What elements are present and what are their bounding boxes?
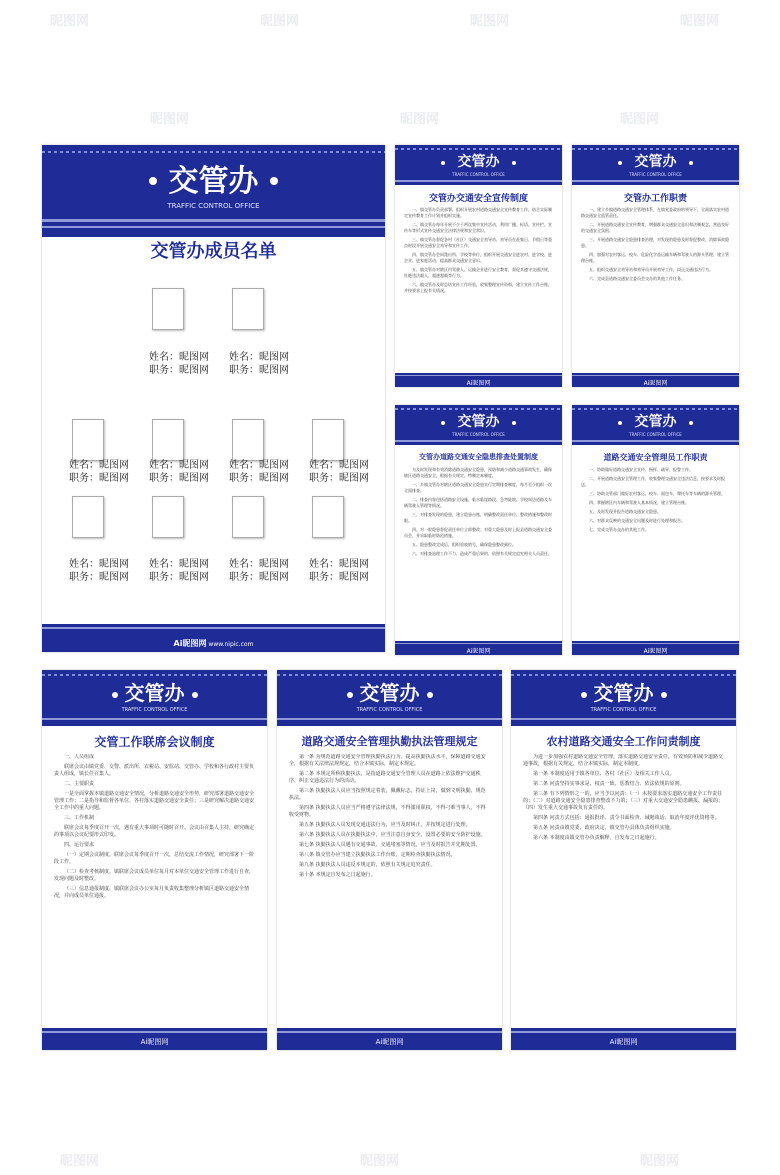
watermark: 昵图网 <box>400 112 440 127</box>
board-footer <box>511 1028 736 1050</box>
paragraph: 一、人员组成 <box>64 754 95 760</box>
member-label <box>69 558 129 584</box>
member-photo <box>232 496 264 538</box>
paragraph: 四、加强对农村客运、校车、危险化学品运输车辆和驾驶人的源头管理，建立管理台账。 <box>581 252 729 263</box>
board-body <box>581 207 730 365</box>
paragraph: 四、镇交管办会同派出所、学校等单位，组织开展交通安全进农村、进学校、进企业、进家庭活动，提高群众交通安全意识。 <box>404 252 552 263</box>
footer-logo <box>42 638 385 649</box>
member-name: 姓名：昵图网 <box>229 460 289 471</box>
watermark: 昵图网 <box>260 14 300 29</box>
member-label <box>149 351 209 377</box>
paragraph: 一、乡镇交管办对辖区道路交通安全隐患实行定期排查制度，每月至少组织一次全面排查。 <box>404 482 552 493</box>
bullet-dot <box>270 177 278 185</box>
board-header <box>572 405 739 445</box>
board-body <box>404 467 553 633</box>
meeting-board <box>42 670 267 1050</box>
member-name: 姓名：昵图网 <box>69 460 129 471</box>
paragraph: 第六条 本制度由镇交管办负责解释，自发布之日起施行。 <box>533 835 660 841</box>
board-heading: 道路交通安全管理员工作职责 <box>603 453 708 462</box>
watermark: 昵图网 <box>50 14 90 29</box>
member-photo <box>72 419 104 461</box>
member-name: 姓名：昵图网 <box>229 559 289 570</box>
board-footer <box>395 373 562 387</box>
watermark: 昵图网 <box>150 112 190 127</box>
office-title: 交管办 <box>593 681 654 705</box>
paragraph: 三、工作机制 <box>64 815 95 821</box>
member-duty: 职务：昵图网 <box>149 365 209 376</box>
member-name: 姓名：昵图网 <box>229 352 289 363</box>
office-subtitle: TRAFFIC CONTROL OFFICE <box>590 707 657 713</box>
paragraph: 第五条 问责由镇党委、政府决定，镇交管办具体负责组织实施。 <box>533 825 675 831</box>
paragraph: 四、对一般隐患督促责任单位立即整改；对重大隐患及时上报县道路交通安全委员会，并采取临时防范措施。 <box>404 527 552 538</box>
board-heading: 交管工作联席会议制度 <box>94 735 215 749</box>
member-label <box>309 558 369 584</box>
board-heading: 交管办交通安全宣传制度 <box>428 194 528 204</box>
member-photo <box>72 496 104 538</box>
paragraph: 三、对排查发现的隐患，建立隐患台账，明确整改责任单位、整改措施和整改时限。 <box>404 512 552 523</box>
paragraph: 联席会议每季度召开一次，遇有重大事项时可随时召开。会议由召集人主持，研究确定的事项以会议纪要形式印发。 <box>54 825 255 838</box>
board-body <box>404 207 553 365</box>
board-footer <box>572 641 739 655</box>
board-heading: 道路交通安全管理执勤执法管理规定 <box>301 735 478 748</box>
office-subtitle: TRAFFIC CONTROL OFFICE <box>452 432 505 437</box>
member-photo <box>152 496 184 538</box>
member-duty: 职务：昵图网 <box>309 572 369 583</box>
paragraph: 六、对群众反映的交通安全问题及时进行处理和报告。 <box>589 518 685 523</box>
paragraph: 五、组织交通安全劝导站和劝导员开展劝导工作，纠正交通违法行为。 <box>589 267 713 272</box>
member-name: 姓名：昵图网 <box>69 559 129 570</box>
paragraph: 五、隐患整改完成后，组织验收销号，确保隐患整改到位。 <box>412 542 516 547</box>
board-heading: 交管办工作职责 <box>623 194 687 204</box>
paragraph: 第五条 执勤执法人员发现交通违法行为，应当及时纠正，并按规定进行处理。 <box>299 822 471 828</box>
paragraph: 一、镇交管办负责部署、组织开展农村道路交通安全宣传教育工作，结合实际制定宣传教育工作计划并组织实施。 <box>404 207 552 218</box>
paragraph: 第六条 执勤执法人员在执勤执法中，应当注意自身安全，设置必要的安全防护设施。 <box>299 832 486 838</box>
member-label <box>229 459 289 485</box>
board-body <box>523 754 724 1016</box>
footer-logo-text: Ai昵图网 <box>173 639 207 648</box>
member-duty: 职务：昵图网 <box>229 365 289 376</box>
footer-site: www.nipic.com <box>208 641 254 648</box>
member-duty: 职务：昵图网 <box>149 473 209 484</box>
board-header <box>395 145 562 185</box>
paragraph: 第一条 为规范道路交通安全管理执勤执法行为，提高执勤执法水平，保障道路交通安全，根据有关法律法规规定，结合本镇实际，制定本规定。 <box>289 754 486 767</box>
enforcement-board <box>277 670 502 1050</box>
paragraph: 二、排查内容包括道路安全设施、临水临崖路段、急弯陡坡、学校周边道路及车辆驾驶人管理等情况。 <box>404 497 552 508</box>
member-name: 姓名：昵图网 <box>309 559 369 570</box>
footer-logo: Ai昵图网 <box>140 1038 169 1046</box>
watermark: 昵图网 <box>60 1154 100 1169</box>
office-title: 交管办 <box>634 414 677 430</box>
office-title: 交管办 <box>168 164 259 199</box>
paragraph: 第二条 本规定所称执勤执法，是指道路交通安全管理人员在道路上依法维护交通秩序、纠正交通违法行为的活动。 <box>289 771 481 784</box>
paragraph: 第八条 镇交管办应当建立执勤执法工作台账，定期检查执勤执法情况。 <box>299 852 456 858</box>
paragraph: 第十条 本规定自发布之日起施行。 <box>299 872 376 878</box>
paragraph: 为进一步加强农村道路交通安全管理，落实道路交通安全责任，有效预防和减少道路交通事故，根据有关规定，结合本镇实际，制定本制度。 <box>523 754 724 767</box>
paragraph: 三、开展道路交通安全隐患排查治理，对发现的隐患及时督促整改，消除事故隐患。 <box>581 237 729 248</box>
member-label <box>229 351 289 377</box>
paragraph: 三、镇交管办督促各村（社区）交通安全劝导站、劝导员在赶集日、节假日等重点时段开展交通安全劝导和宣传工作。 <box>404 237 552 248</box>
footer-logo: Ai昵图网 <box>466 380 491 387</box>
accountability-board <box>511 670 736 1050</box>
board-body <box>581 467 730 633</box>
member-photo <box>232 288 264 330</box>
paragraph: 六、对排查治理工作不力、造成严重后果的，依照有关规定追究相关人员责任。 <box>412 551 552 556</box>
paragraph: 第三条 执勤执法人员应当按照规定着装，佩戴标志，持证上岗，做到文明执勤、规范执法。 <box>289 788 486 801</box>
office-title: 交管办 <box>124 681 185 705</box>
publicity-board <box>395 145 562 387</box>
watermark: 昵图网 <box>360 1154 400 1169</box>
office-title: 交管办 <box>457 414 500 430</box>
office-subtitle: TRAFFIC CONTROL OFFICE <box>629 432 682 437</box>
office-title: 交管办 <box>634 154 677 170</box>
footer-logo: Ai昵图网 <box>643 380 668 387</box>
board-header <box>511 670 736 726</box>
paragraph: 二、开展道路交通安全宣传教育，增强群众交通安全意识和法制观念，营造良好的交通安全氛围。 <box>581 222 729 233</box>
board-header <box>42 145 385 237</box>
paragraph: 为及时发现和有效消除道路交通安全隐患，预防和减少道路交通事故发生，确保辖区道路交通安全，根据有关规定，特制定本制度。 <box>404 467 552 478</box>
paragraph: 第九条 执勤执法人员违反本规定的，依照有关规定追究责任。 <box>299 862 436 868</box>
paragraph: 六、镇交管办及时总结宣传工作经验，收集整理宣传资料，建立宣传工作台账，并按要求上报有关情况。 <box>404 282 552 293</box>
office-subtitle: TRAFFIC CONTROL OFFICE <box>121 707 188 713</box>
paragraph: 五、镇交管办对辖区内驾驶人、运输企业进行安全教育，督促其遵守交通法规，杜绝违法载人、超速超载等行为。 <box>404 267 552 278</box>
member-duty: 职务：昵图网 <box>229 572 289 583</box>
manager-board <box>572 405 739 655</box>
office-title: 交管办 <box>457 154 500 170</box>
footer-logo: Ai昵图网 <box>375 1038 404 1046</box>
board-footer <box>42 624 385 652</box>
members-board <box>42 145 385 652</box>
member-duty: 职务：昵图网 <box>309 473 369 484</box>
board-header <box>277 670 502 726</box>
paragraph: （一）定期会议制度。联席会议每季度召开一次，总结交流工作情况，研究部署下一阶段工作。 <box>54 852 255 865</box>
member-photo <box>312 419 344 461</box>
member-name: 姓名：昵图网 <box>309 460 369 471</box>
paragraph: （三）信息通报制度。镇联席会议办公室每月负责收集整理分析镇区道路交通安全情况，并向成员单位通报。 <box>54 886 250 899</box>
member-label <box>149 459 209 485</box>
member-photo <box>312 496 344 538</box>
paragraph: 四、运行要求 <box>64 842 95 848</box>
paragraph: 第一条 本制度适用于镇各单位、各村（社区）及相关工作人员。 <box>533 771 675 777</box>
board-header <box>42 670 267 726</box>
member-label <box>69 459 129 485</box>
paragraph: 五、及时发现并报告道路交通安全隐患。 <box>589 509 661 514</box>
member-photo <box>152 419 184 461</box>
watermark: 昵图网 <box>640 1154 680 1169</box>
member-duty: 职务：昵图网 <box>69 572 129 583</box>
board-heading: 交管办道路交通安全隐患排查处置制度 <box>419 453 538 461</box>
member-label <box>229 558 289 584</box>
paragraph: 第四条 问责方式包括：通报批评、责令书面检查、诫勉谈话、取消年度评优资格等。 <box>533 815 720 821</box>
footer-logo: Ai昵图网 <box>643 648 668 655</box>
paragraph: 四、掌握辖区内车辆和驾驶人基本情况，建立管理台账。 <box>589 500 689 505</box>
paragraph: 第四条 执勤执法人员应当严格遵守法律法规，不得滥用职权，不得刁难当事人，不得收受财物。 <box>289 805 486 818</box>
board-header <box>572 145 739 185</box>
paragraph: 联席会议由镇党委、交警、派出所、农税站、安监站、交管办、学校和各行政村主要负责人组成，镇长任召集人。 <box>54 764 255 777</box>
watermark: 昵图网 <box>620 112 660 127</box>
footer-logo: Ai昵图网 <box>466 648 491 655</box>
board-body <box>54 754 255 1016</box>
hazard-board <box>395 405 562 655</box>
board-header <box>395 405 562 445</box>
board-body <box>289 754 490 1016</box>
member-label <box>149 558 209 584</box>
member-duty: 职务：昵图网 <box>229 473 289 484</box>
footer-logo: Ai昵图网 <box>609 1038 638 1046</box>
watermark: 昵图网 <box>470 14 510 29</box>
member-label <box>309 459 369 485</box>
member-photo <box>152 288 184 330</box>
board-footer <box>572 373 739 387</box>
paragraph: 一是全面掌握本镇道路交通安全情况，分析道路交通安全形势，研究部署道路交通安全管理工作；二是指导和监督各单位、各村落实道路交通安全责任；三是研究解决道路交通安全工作中的重大问题。 <box>54 791 255 811</box>
member-name: 姓名：昵图网 <box>149 460 209 471</box>
board-footer <box>277 1028 502 1050</box>
paragraph: 二、镇交管办每年开展不少于两次集中宣传活动，利用广播、标语、宣传栏、宣传车等形式宣传交通安全法律法规和安全常识。 <box>404 222 552 233</box>
office-subtitle: TRAFFIC CONTROL OFFICE <box>629 172 682 177</box>
paragraph: 第七条 执勤执法人员遇有交通事故、交通堵塞等情况，应当及时报告并先期处置。 <box>299 842 481 848</box>
office-subtitle: TRAFFIC CONTROL OFFICE <box>167 202 260 210</box>
paragraph: 三、协助交管部门做好农村客运、校车、面包车、摩托车等车辆的源头管理。 <box>589 491 725 496</box>
paragraph: 六、完成县道路交通安全委员会交办的其他工作任务。 <box>589 276 685 281</box>
member-duty: 职务：昵图网 <box>69 473 129 484</box>
paragraph: 七、完成交管办交办的其他工作。 <box>589 527 649 532</box>
member-photo <box>232 419 264 461</box>
board-footer <box>42 1028 267 1050</box>
member-duty: 职务：昵图网 <box>149 572 209 583</box>
paragraph: 二、主要职责 <box>64 781 95 787</box>
paragraph: （二）检查考核制度。镇联席会议成员单位每月对本单位交通安全管理工作进行自查，发现问题及时整改。 <box>54 869 255 882</box>
office-subtitle: TRAFFIC CONTROL OFFICE <box>452 172 505 177</box>
office-subtitle: TRAFFIC CONTROL OFFICE <box>356 707 423 713</box>
board-heading: 交管办成员名单 <box>150 241 277 262</box>
office-title: 交管办 <box>359 681 420 705</box>
watermark: 昵图网 <box>680 14 720 29</box>
board-footer <box>395 641 562 655</box>
paragraph: 一、协助做好道路交通安全宣传、指挥、疏导、报警工作。 <box>589 467 693 472</box>
paragraph: 第三条 有下列情形之一的，应当予以问责：（一）未按要求落实道路交通安全工作责任的；（二）对道路交通安全隐患排查整改不力的；（三）对重大交通安全隐患瞒报、漏报的；（四）发生重大交通事故负有责任的。 <box>523 791 724 811</box>
paragraph: 一、建立乡镇道路交通安全管理体系，在镇党委政府的领导下，全面落实农村道路交通安全监管责任。 <box>581 207 729 218</box>
member-name: 姓名：昵图网 <box>149 559 209 570</box>
duties-board <box>572 145 739 387</box>
paragraph: 二、开展道路交通安全管理工作，收集整理交通安全违法信息，按要求及时报送。 <box>581 476 725 487</box>
board-heading: 农村道路交通安全工作问责制度 <box>546 735 701 748</box>
paragraph: 第二条 问责坚持实事求是、权责一致、惩教结合、依法依规的原则。 <box>533 781 685 787</box>
member-name: 姓名：昵图网 <box>149 352 209 363</box>
